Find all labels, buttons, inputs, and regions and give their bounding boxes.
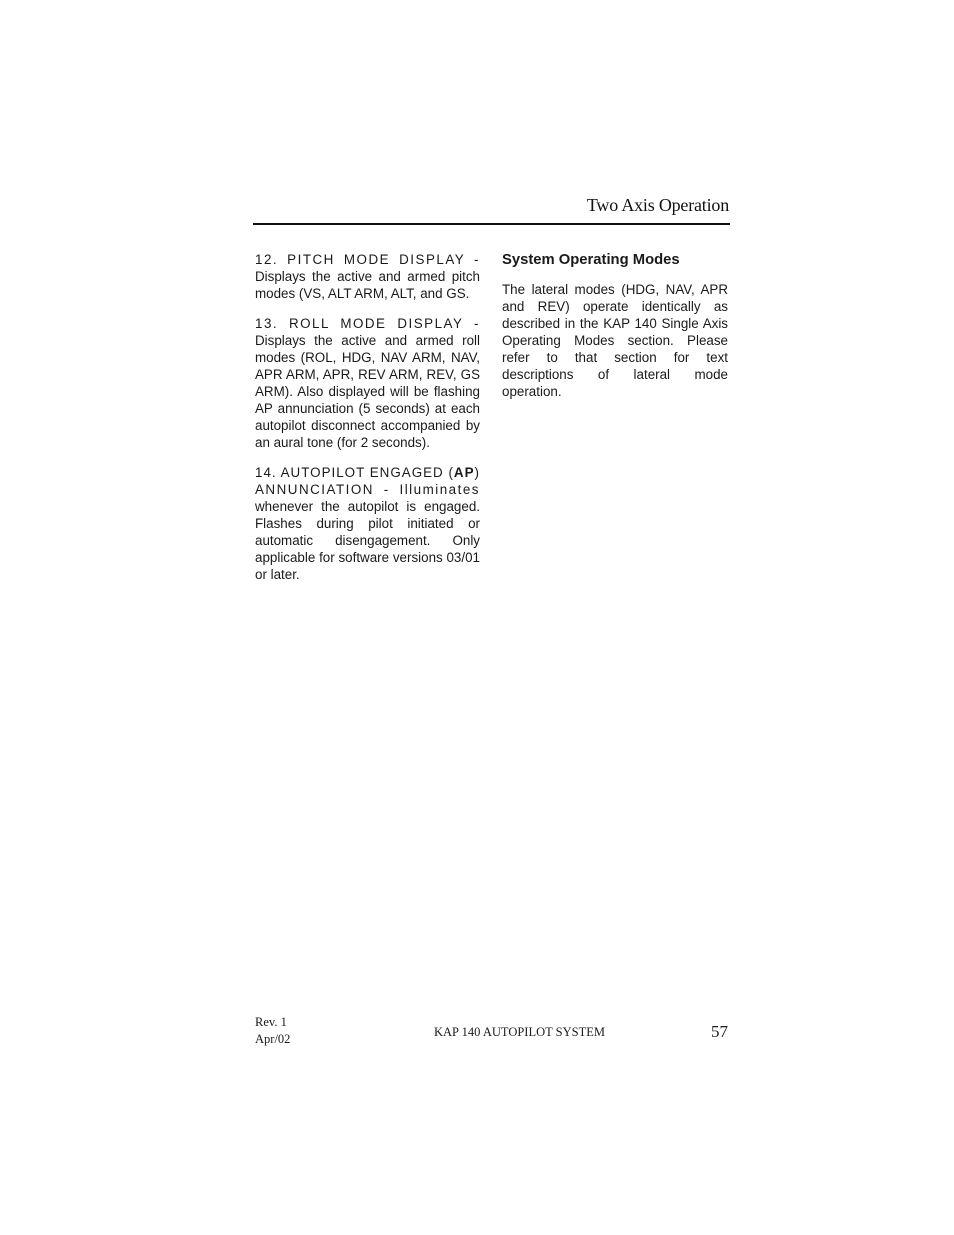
item-14-heading-ap: AP: [453, 465, 475, 480]
item-14-heading-post: ): [474, 465, 480, 480]
footer-revision: [255, 1014, 290, 1048]
item-13-body: Displays the active and armed roll modes (ROL, HDG, NAV ARM, NAV, APR ARM, APR, REV ARM, REV, GS ARM). Also displayed will be flashing AP annunciation (5 seconds) at each autopilot disconnect accompanied by an aural tone (for 2 seconds).: [255, 333, 480, 450]
item-14-heading-line2: ANNUNCIATION - Illuminates: [255, 482, 480, 497]
item-14-body: whenever the autopilot is engaged. Flashes during pilot initiated or automatic disengagement. Only applicable for software versions 03/01 or later.: [255, 499, 480, 582]
item-14-heading-pre: 14. AUTOPILOT ENGAGED (: [255, 465, 454, 480]
footer-rev-label: Rev. 1: [255, 1015, 287, 1029]
left-column: [255, 251, 480, 596]
right-column: [502, 251, 728, 413]
item-13-heading: 13. ROLL MODE DISPLAY -: [255, 316, 480, 331]
footer-title: KAP 140 AUTOPILOT SYSTEM: [434, 1025, 605, 1039]
item-12-body: Displays the active and armed pitch modes (VS, ALT ARM, ALT, and GS.: [255, 269, 480, 301]
running-header-title: Two Axis Operation: [586, 195, 729, 215]
header-rule: [253, 223, 730, 225]
item-14-heading: [255, 465, 480, 480]
footer-date: Apr/02: [255, 1032, 291, 1046]
item-13: [255, 315, 480, 451]
section-body: The lateral modes (HDG, NAV, APR and REV) operate identically as described in the KAP 140 Single Axis Operating Modes section. Please refer to that section for text descriptions of lateral mode operation.: [502, 282, 728, 399]
section-heading: System Operating Modes: [502, 252, 680, 268]
item-14: [255, 464, 480, 583]
page-number: 57: [711, 1022, 728, 1041]
item-12: [255, 251, 480, 302]
item-12-heading: 12. PITCH MODE DISPLAY -: [255, 252, 480, 267]
